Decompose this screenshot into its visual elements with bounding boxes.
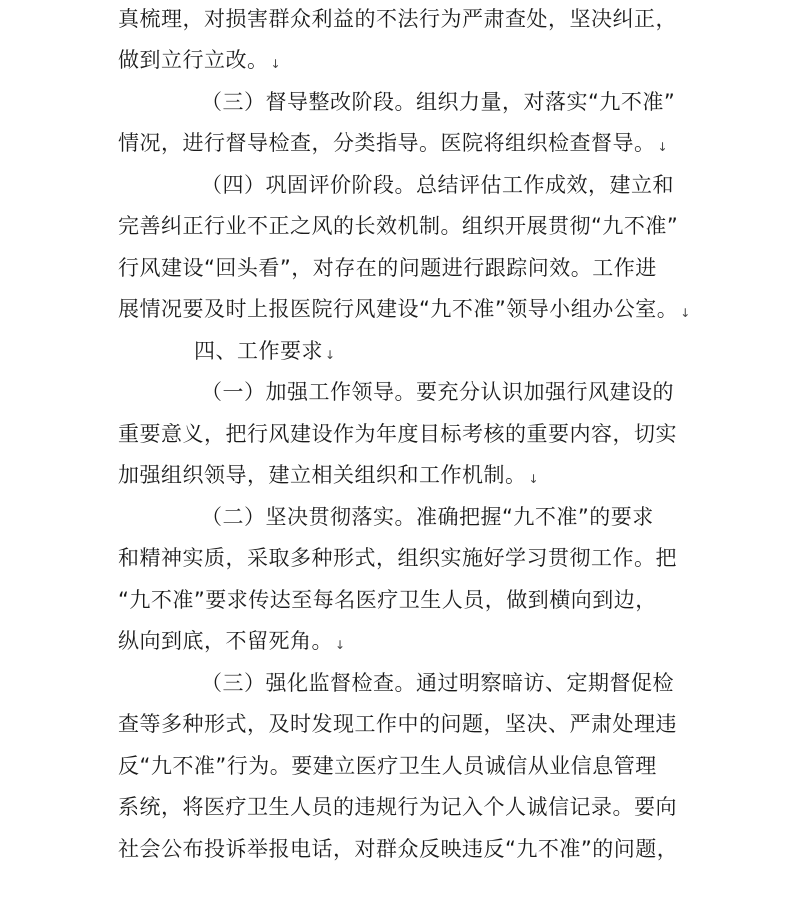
text-line-12	[118, 460, 789, 494]
line-text: 社会公布投诉举报电话，对群众反映违反“九不准”的问题，	[118, 837, 679, 861]
text-line-19	[118, 751, 789, 781]
line-text: 行风建设“回头看”，对存在的问题进行跟踪问效。工作进	[118, 256, 657, 280]
paragraph-mark-icon: ↓	[325, 348, 336, 362]
text-line-15	[118, 585, 789, 615]
paragraph-mark-icon: ↓	[335, 638, 346, 652]
text-line-3	[201, 87, 789, 117]
text-line-13	[201, 502, 789, 532]
line-text: 真梳理，对损害群众利益的不法行为严肃查处，坚决纠正，	[118, 7, 677, 31]
text-line-14	[118, 543, 789, 573]
text-line-2	[118, 45, 789, 79]
text-line-5	[201, 170, 789, 200]
line-text: “九不准”要求传达至每名医疗卫生人员，做到横向到边，	[118, 588, 657, 612]
text-line-17	[201, 668, 789, 698]
line-text: 重要意义，把行风建设作为年度目标考核的重要内容，切实	[118, 422, 677, 446]
paragraph-mark-icon: ↓	[680, 306, 691, 320]
line-text: （三）强化监督检查。通过明察暗访、定期督促检	[201, 671, 674, 695]
text-line-21	[118, 834, 789, 864]
line-text: 展情况要及时上报医院行风建设“九不准”领导小组办公室。	[118, 297, 679, 321]
line-text: （一）加强工作领导。要充分认识加强行风建设的	[201, 380, 674, 404]
text-line-20	[118, 792, 789, 822]
line-text: 加强组织领导，建立相关组织和工作机制。	[118, 463, 527, 487]
line-text: 做到立行立改。	[118, 48, 269, 72]
text-line-16	[118, 626, 789, 660]
text-line-1	[118, 4, 789, 34]
text-line-10	[201, 377, 789, 407]
line-text: （四）巩固评价阶段。总结评估工作成效，建立和	[201, 173, 674, 197]
text-line-6	[118, 211, 789, 241]
text-line-8	[118, 294, 789, 328]
text-line-18	[118, 709, 789, 739]
section-heading	[194, 336, 789, 370]
text-line-7	[118, 253, 789, 283]
line-text: （二）坚决贯彻落实。准确把握“九不准”的要求	[201, 505, 654, 529]
line-text: 系统，将医疗卫生人员的违规行为记入个人诚信记录。要向	[118, 795, 677, 819]
text-line-11	[118, 419, 789, 449]
line-text: 查等多种形式，及时发现工作中的问题，坚决、严肃处理违	[118, 712, 677, 736]
paragraph-mark-icon: ↓	[270, 57, 282, 71]
line-text: 纵向到底，不留死角。	[118, 629, 333, 653]
text-line-4	[118, 128, 789, 162]
line-text: 完善纠正行业不正之风的长效机制。组织开展贯彻“九不准”	[118, 214, 679, 238]
line-text: 和精神实质，采取多种形式，组织实施好学习贯彻工作。把	[118, 546, 677, 570]
line-text: 反“九不准”行为。要建立医疗卫生人员诚信从业信息管理	[118, 754, 657, 778]
line-text: 四、工作要求	[194, 339, 323, 363]
paragraph-mark-icon: ↓	[657, 140, 669, 154]
line-text: （三）督导整改阶段。组织力量，对落实“九不准”	[201, 90, 676, 114]
paragraph-mark-icon: ↓	[528, 472, 540, 486]
line-text: 情况，进行督导检查，分类指导。医院将组织检查督导。	[118, 131, 656, 155]
